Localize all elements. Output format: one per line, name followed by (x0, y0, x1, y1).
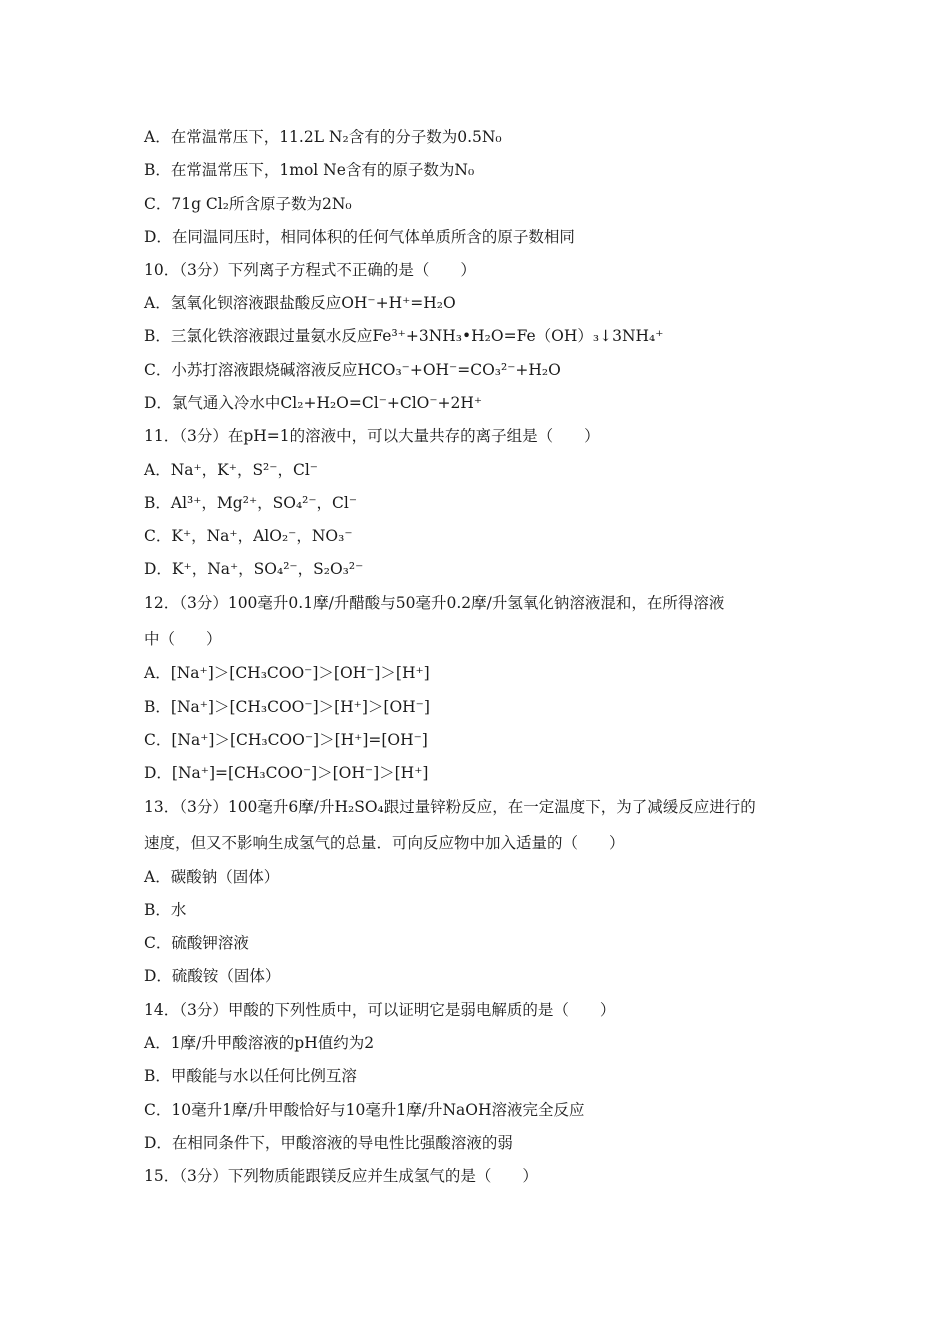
question-12-cont: 中（ ） (144, 630, 222, 648)
question-13-cont: 速度，但又不影响生成氢气的总量．可向反应物中加入适量的（ ） (144, 834, 625, 852)
option-9d: D．在同温同压时，相同体积的任何气体单质所含的原子数相同 (144, 228, 575, 246)
option-14c: C．10毫升1摩/升甲酸恰好与10毫升1摩/升NaOH溶液完全反应 (144, 1101, 585, 1119)
option-12b: B．[Na⁺]＞[CH₃COO⁻]＞[H⁺]＞[OH⁻] (144, 698, 430, 716)
option-9a: A．在常温常压下，11.2L N₂含有的分子数为0.5N₀ (144, 128, 502, 146)
option-11b: B．Al³⁺，Mg²⁺，SO₄²⁻，Cl⁻ (144, 494, 358, 512)
question-10: 10．（3分）下列离子方程式不正确的是（ ） (144, 261, 476, 279)
option-9b: B．在常温常压下，1mol Ne含有的原子数为N₀ (144, 161, 475, 179)
question-13: 13．（3分）100毫升6摩/升H₂SO₄跟过量锌粉反应，在一定温度下，为了减缓反应进行的 (144, 798, 756, 816)
option-11d: D．K⁺，Na⁺，SO₄²⁻，S₂O₃²⁻ (144, 560, 364, 578)
option-11c: C．K⁺，Na⁺，AlO₂⁻，NO₃⁻ (144, 527, 353, 545)
question-14: 14．（3分）甲酸的下列性质中，可以证明它是弱电解质的是（ ） (144, 1001, 616, 1019)
option-12c: C．[Na⁺]＞[CH₃COO⁻]＞[H⁺]=[OH⁻] (144, 731, 428, 749)
option-13a: A．碳酸钠（固体） (144, 868, 280, 886)
option-14a: A．1摩/升甲酸溶液的pH值约为2 (144, 1034, 375, 1052)
option-10c: C．小苏打溶液跟烧碱溶液反应HCO₃⁻+OH⁻=CO₃²⁻+H₂O (144, 361, 561, 379)
option-14d: D．在相同条件下，甲酸溶液的导电性比强酸溶液的弱 (144, 1134, 513, 1152)
question-11: 11．（3分）在pH=1的溶液中，可以大量共存的离子组是（ ） (144, 427, 600, 445)
option-10b: B．三氯化铁溶液跟过量氨水反应Fe³⁺+3NH₃•H₂O=Fe（OH）₃↓3NH₄⁺ (144, 327, 664, 345)
option-10d: D．氯气通入冷水中Cl₂+H₂O=Cl⁻+ClO⁻+2H⁺ (144, 394, 483, 412)
option-12d: D．[Na⁺]=[CH₃COO⁻]＞[OH⁻]＞[H⁺] (144, 764, 429, 782)
option-12a: A．[Na⁺]＞[CH₃COO⁻]＞[OH⁻]＞[H⁺] (144, 664, 430, 682)
option-10a: A．氢氧化钡溶液跟盐酸反应OH⁻+H⁺=H₂O (144, 294, 456, 312)
option-13c: C．硫酸钾溶液 (144, 934, 249, 952)
question-15: 15．（3分）下列物质能跟镁反应并生成氢气的是（ ） (144, 1167, 538, 1185)
option-13b: B．水 (144, 901, 187, 919)
question-12: 12．（3分）100毫升0.1摩/升醋酸与50毫升0.2摩/升氢氧化钠溶液混和，在所得溶液 (144, 594, 725, 612)
option-11a: A．Na⁺，K⁺，S²⁻，Cl⁻ (144, 461, 318, 479)
option-14b: B．甲酸能与水以任何比例互溶 (144, 1067, 357, 1085)
option-9c: C．71g Cl₂所含原子数为2N₀ (144, 195, 352, 213)
option-13d: D．硫酸铵（固体） (144, 967, 281, 985)
